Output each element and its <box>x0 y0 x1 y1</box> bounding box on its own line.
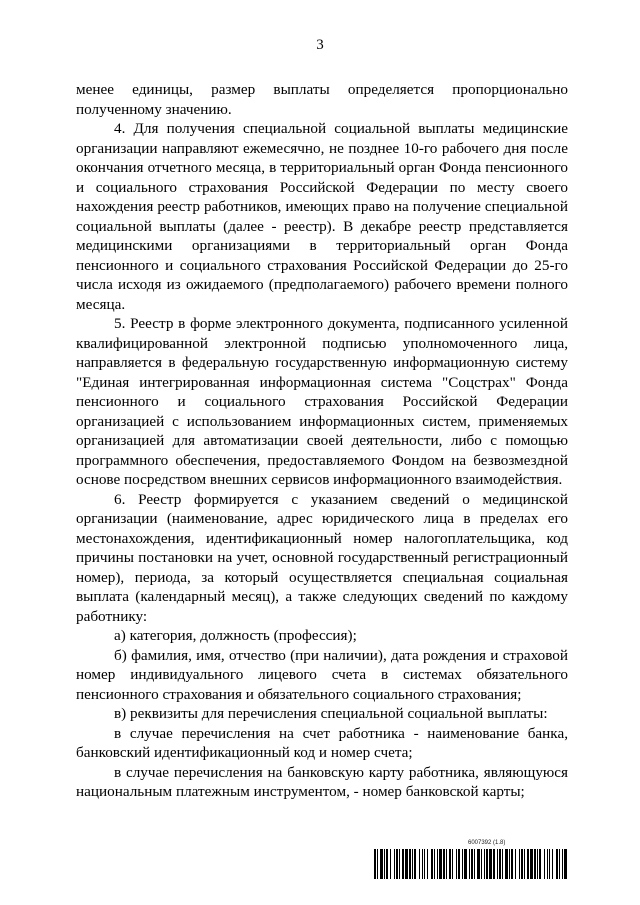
barcode-bar <box>374 849 376 879</box>
barcode-bar <box>539 849 541 879</box>
barcode-bar <box>497 849 498 879</box>
barcode-bar <box>524 849 525 879</box>
barcode-bar <box>449 849 451 879</box>
barcode-bar <box>386 849 388 879</box>
paragraph-card-case: в случае перечисления на банковскую карту работника, являющуюся национальным платежным инструментом, - номер банковской карты; <box>76 763 568 800</box>
barcode-bar <box>456 849 457 879</box>
barcode-bar <box>464 849 467 879</box>
barcode-bar <box>537 849 538 879</box>
barcode-bar <box>452 849 453 879</box>
barcode-bar <box>412 849 413 879</box>
barcode-bar <box>547 849 548 879</box>
barcode-bar <box>519 849 520 879</box>
barcode-bar <box>399 849 400 879</box>
barcode-caption: 6007392 (1.8) <box>468 840 506 846</box>
barcode-bar <box>559 849 560 879</box>
barcode-bar <box>390 849 391 879</box>
barcode-bar <box>458 849 460 879</box>
barcode-bar <box>499 849 501 879</box>
barcode-bar <box>489 849 492 879</box>
barcode-image <box>374 849 568 879</box>
barcode-bar <box>521 849 523 879</box>
paragraph-subitem-b: б) фамилия, имя, отчество (при наличии), дата рождения и страховой номер индивидуального лицевого счета в системах обязательного пенсионного страхования и обязательного социального страхования; <box>76 646 568 703</box>
barcode-bar <box>534 849 536 879</box>
barcode-bar <box>443 849 445 879</box>
barcode-bar <box>562 849 563 879</box>
paragraph-continuation: менее единицы, размер выплаты определяется пропорционально полученному значению. <box>76 81 568 118</box>
barcode-bar <box>427 849 428 879</box>
barcode-bar <box>515 849 516 879</box>
paragraph-subitem-v: в) реквизиты для перечисления специальной социальной выплаты: <box>114 705 548 722</box>
barcode-bar <box>462 849 463 879</box>
barcode-bar <box>469 849 470 879</box>
barcode-bar <box>409 849 411 879</box>
paragraph-subitem-a: а) категория, должность (профессия); <box>114 627 357 644</box>
barcode-bar <box>380 849 383 879</box>
barcode-bar <box>484 849 485 879</box>
barcode-bar <box>437 849 438 879</box>
barcode-bar <box>477 849 480 879</box>
barcode-bar <box>486 849 488 879</box>
barcode-bar <box>505 849 508 879</box>
barcode-bar <box>544 849 545 879</box>
barcode-bar <box>509 849 510 879</box>
paragraph-item-4: 4. Для получения специальной социальной выплаты медицинские организации направляют ежемесячно, не позднее 10-го рабочего дня после окончания отчетного месяца, в территориальный орган Фонда пенсионного и социального страхования Российской Федерации по месту своего нахождения реестр работников, имеющих право на получение специальной социальной выплаты (далее - реестр). В декабре реестр представляется медицинскими организациями в территориальный орган Фонда пенсионного и социального страхования Российской Федерации до 25-го числа исходя из ожидаемого (предполагаемого) рабочего времени полного месяца. <box>76 120 568 313</box>
barcode-bar <box>527 849 529 879</box>
paragraph-item-5: 5. Реестр в форме электронного документа, подписанного усиленной квалифицированной электронной подписью уполномоченного лица, направляется в федеральную государственную информационную систему "Единая интегрированная информационная система "Соцстрах" Фонда пенсионного и социального страхования Российской Федерации организацией с использованием информационных систем, применяемых организацией для автоматизации своей деятельности, либо с помощью программного обеспечения, предоставляемого Фондом на безвозмездной основе посредством внешних сервисов информационного взаимодействия. <box>76 315 568 488</box>
barcode-bar <box>422 849 423 879</box>
document-barcode <box>374 840 568 880</box>
barcode-bar <box>384 849 385 879</box>
barcode-bar <box>549 849 550 879</box>
barcode-bar <box>493 849 495 879</box>
barcode-bar <box>446 849 447 879</box>
document-body <box>76 80 568 802</box>
barcode-bar <box>419 849 420 879</box>
barcode-bar <box>396 849 398 879</box>
paragraph-account-case: в случае перечисления на счет работника - наименование банка, банковский идентификационный код и номер счета; <box>76 724 568 761</box>
barcode-bar <box>502 849 503 879</box>
barcode-bar <box>405 849 408 879</box>
barcode-bar <box>431 849 433 879</box>
barcode-bar <box>481 849 482 879</box>
barcode-bar <box>471 849 473 879</box>
page-number: 3 <box>316 37 324 53</box>
barcode-bar <box>424 849 425 879</box>
paragraph-item-6: 6. Реестр формируется с указанием сведений о медицинской организации (наименование, адрес юридического лица в пределах его местонахождения, идентификационный номер налогоплательщика, код причины постановки на учет, основной государственный регистрационный номер), периода, за который осуществляется специальная социальная выплата (календарный месяц), а также следующих сведений по каждому работнику: <box>76 490 568 625</box>
barcode-bar <box>530 849 533 879</box>
barcode-bar <box>377 849 378 879</box>
barcode-bar <box>394 849 395 879</box>
barcode-bar <box>434 849 435 879</box>
barcode-bar <box>402 849 404 879</box>
barcode-bar <box>556 849 558 879</box>
barcode-bar <box>414 849 416 879</box>
barcode-bar <box>511 849 513 879</box>
barcode-bar <box>439 849 442 879</box>
barcode-bar <box>552 849 553 879</box>
barcode-bar <box>564 849 567 879</box>
barcode-bar <box>474 849 475 879</box>
